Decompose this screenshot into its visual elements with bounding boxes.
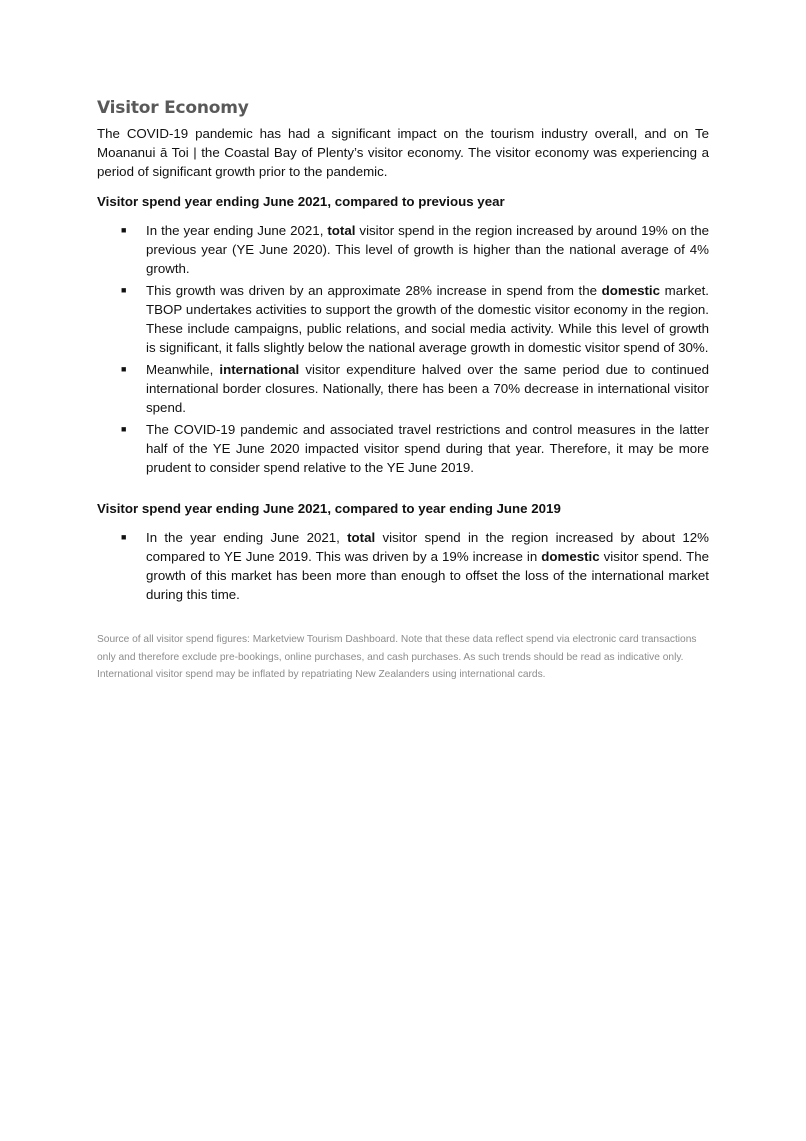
list-item: ■ Meanwhile, international visitor expenditure halved over the same period due to continued international border closures. Nationally, there has been a 70% decrease in international visitor spend. — [121, 362, 709, 415]
list-item: ■ The COVID-19 pandemic and associated travel restrictions and control measures in the latter half of the YE June 2020 impacted visitor spend during that year. Therefore, it may be more prudent to consider spend relative to the YE June 2019. — [121, 422, 709, 475]
section2-heading: Visitor spend year ending June 2021, compared to year ending June 2019 — [97, 501, 561, 516]
intro-paragraph: The COVID-19 pandemic has had a significant impact on the tourism industry overall, and on Te Moananui ā Toi | the Coastal Bay of Plenty’s visitor economy. The visitor economy was experiencing a period of significant growth prior to the pandemic. — [97, 126, 709, 179]
section1-list — [97, 221, 709, 477]
list-item: ■ In the year ending June 2021, total visitor spend in the region increased by around 19% on the previous year (YE June 2020). This level of growth is higher than the national average of 4% growth. — [121, 223, 709, 276]
document-page — [97, 98, 709, 684]
page-title: Visitor Economy — [97, 98, 249, 118]
bullet-icon: ■ — [121, 285, 127, 295]
bullet-icon: ■ — [121, 424, 127, 434]
bullet-icon: ■ — [121, 364, 127, 374]
bullet-icon: ■ — [121, 532, 127, 542]
list-item: ■ In the year ending June 2021, total visitor spend in the region increased by about 12% compared to YE June 2019. This was driven by a 19% increase in domestic visitor spend. The growth of this market has been more than enough to offset the loss of the international market during this time. — [121, 530, 709, 602]
section1-heading: Visitor spend year ending June 2021, compared to previous year — [97, 194, 505, 209]
list-item: ■ This growth was driven by an approximate 28% increase in spend from the domestic market. TBOP undertakes activities to support the growth of the domestic visitor economy in the region. These include campaigns, public relations, and social media activity. While this level of growth is significant, it falls slightly below the national average growth in domestic visitor spend of 30%. — [121, 283, 709, 355]
section2-list — [97, 528, 709, 604]
source-note: Source of all visitor spend figures: Marketview Tourism Dashboard. Note that these data reflect spend via electronic card transactions only and therefore exclude pre-bookings, online purchases, and cash purchases. As such trends should be read as indicative only. International visitor spend may be inflated by repatriating New Zealanders using international cards. — [97, 634, 697, 680]
bullet-icon: ■ — [121, 225, 127, 235]
